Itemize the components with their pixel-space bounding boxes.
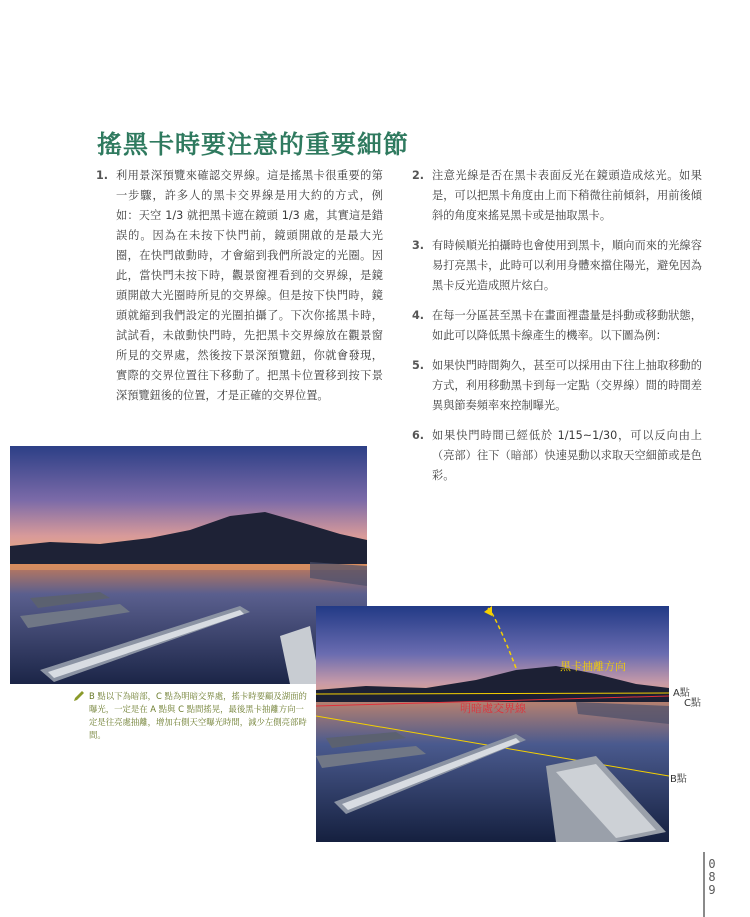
list-item [412, 356, 702, 416]
direction-label: 黑卡抽離方向 [560, 660, 626, 673]
item-number: 6. [412, 429, 425, 442]
list-item [412, 236, 702, 296]
point-a-label: A點 [673, 688, 690, 699]
pencil-icon [73, 690, 85, 702]
item-number: 1. [96, 169, 109, 182]
page-number [706, 858, 718, 897]
page-digit: 9 [708, 883, 716, 897]
point-c-label: C點 [684, 698, 701, 709]
item-number: 2. [412, 169, 425, 182]
point-b-label: B點 [670, 774, 687, 785]
item-text: 在每一分區甚至黑卡在畫面裡盡量是抖動或移動狀態，如此可以降低黑卡線產生的機率。以下圖為例： [432, 309, 702, 342]
item-text: 注意光線是否在黑卡表面反光在鏡頭造成炫光。如果是，可以把黑卡角度由上而下稍微往前傾斜，用前後傾斜的角度來搖晃黑卡或是抽取黑卡。 [432, 169, 702, 222]
lake-photo-1 [10, 446, 367, 684]
item-text: 如果快門時間已經低於 1/15~1/30，可以反向由上（亮部）往下（暗部）快速晃動以求取天空細節或是色彩。 [432, 429, 702, 482]
page-number-bar [703, 852, 705, 917]
list-item [96, 166, 383, 406]
right-column [412, 166, 702, 496]
item-text: 利用景深預覽來確認交界線。這是搖黑卡很重要的第一步驟，許多人的黑卡交界線是用大約的方式，例如：天空 1/3 就把黑卡遮在鏡頭 1/3 處，其實這是錯誤的。因為在未按下快門前，鏡頭開啟的是最大光圈，在快門啟動時，才會縮到我們所設定的光圈。因此，當快門未按下時，觀景窗裡看到的交界線，是鏡頭開啟大光圈時所見的交界線。但是按下快門時，鏡頭就縮到我們設定的光圈拍攝了。下次你搖黑卡時，試試看，未啟動快門時，先把黑卡交界線放在觀景窗所見的交界處，然後按下景深預覽鈕，你就會發現，實際的交界位置往下移動了。把黑卡位置移到按下景深預覽鈕後的位置，才是正確的交界位置。 [116, 169, 383, 402]
list-item [412, 426, 702, 486]
lake-photo-annotated [316, 606, 669, 842]
item-number: 5. [412, 359, 425, 372]
boundary-label: 明暗處交界線 [460, 702, 526, 715]
list-item [412, 166, 702, 226]
page-digit: 0 [708, 857, 716, 871]
item-text: 有時候順光拍攝時也會使用到黑卡，順向而來的光線容易打亮黑卡，此時可以利用身體來擋住陽光，避免因為黑卡反光造成照片炫白。 [432, 239, 702, 292]
page-title: 搖黑卡時要注意的重要細節 [97, 130, 410, 159]
list-item [412, 306, 702, 346]
item-number: 3. [412, 239, 425, 252]
page-digit: 8 [708, 870, 716, 884]
left-column [96, 166, 383, 416]
photo-caption [89, 690, 311, 742]
item-number: 4. [412, 309, 425, 322]
caption-text: B 點以下為暗部，C 點為明暗交界處，搖卡時要顧及湖面的曝光，一定是在 A 點與 C 點間搖晃，最後黑卡抽離方向一定是往亮處抽離，增加右側天空曝光時間，減少左側亮部時間。 [89, 691, 307, 740]
item-text: 如果快門時間夠久，甚至可以採用由下往上抽取移動的方式，利用移動黑卡到每一定點（交界線）間的時間差異與節奏頻率來控制曝光。 [432, 359, 702, 412]
